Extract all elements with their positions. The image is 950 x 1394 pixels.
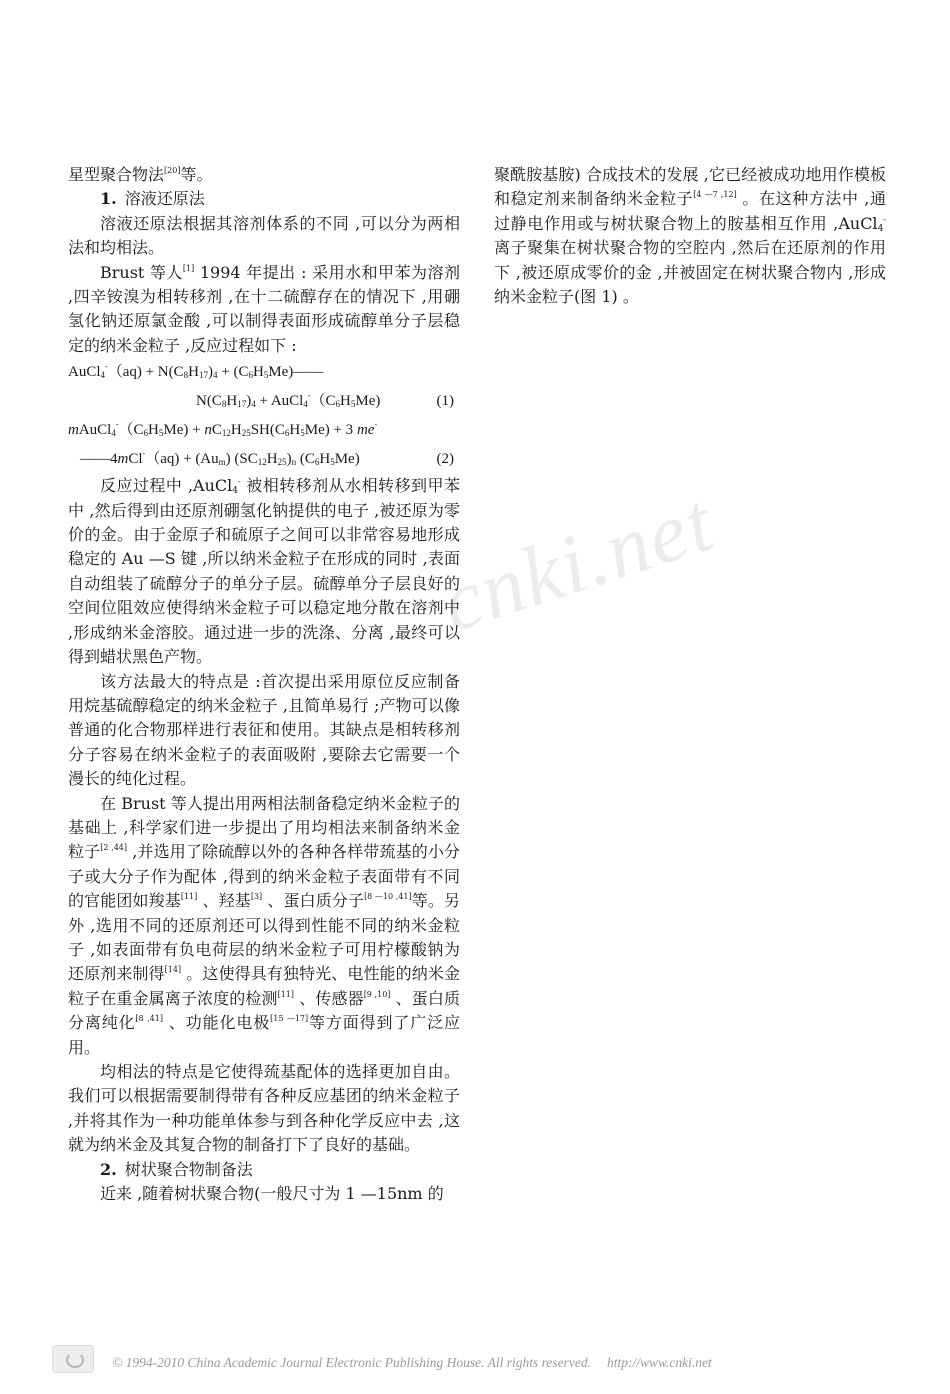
citation: [8 ,41] [135,1014,163,1024]
paragraph: 近来 ,随着树状聚合物(一般尺寸为 1 —15nm 的 [100,1184,444,1204]
equation-number: (1) [436,393,454,410]
right-column [494,163,886,309]
equation-1-line-1: AuCl$_4$-（aq) + $N(C_8H_{17})_4$ + $(C_6H_5Me)——$ [68,362,324,381]
equation-number: (2) [436,451,454,468]
citation: [11] [277,989,294,999]
paragraph-continuation: 聚酰胺基胺) 合成技术的发展 ,它已经被成功地用作模板和稳定剂来制备纳米金粒子[4 —7 ,12] 。在这种方法中 ,通过静电作用或与树状聚合物上的胺基相互作用 ,AuCl$_4$- 离子聚集在树状聚合物的空腔内 ,然后在还原剂的作用下 ,被还原成零价的金 ,并被固定在树状聚合物内 ,形成纳米金粒子(图 1) 。 [494,165,886,307]
copyright-text: © 1994-2010 China Academic Journal Electronic Publishing House. All rights reserved. [112,1355,591,1370]
citation: [1] [182,263,195,273]
paragraph [68,261,460,359]
equation-2-line-1: $mAuCl_4^-(C_6H_5Me) + nC_{12}H_{25}SH(C_6H_5Me) + 3$ me- [68,420,378,439]
citation: [15 —17] [270,1014,309,1024]
footer-link[interactable]: http://www.cnki.net [606,1355,712,1370]
paragraph: 该方法最大的特点是 :首次提出采用原位反应制备用烷基硫醇稳定的纳米金粒子 ,且简单易行 ;产物可以像普通的化合物那样进行表征和使用。其缺点是相转移剂分子容易在纳米金粒子的表面吸附 ,要除去它需要一个漫长的纯化过程。 [68,671,460,789]
heading-text: 树状聚合物制备法 [124,1159,253,1179]
text: 等。 [180,165,213,184]
citation: [20] [164,166,181,175]
paragraph: 均相法的特点是它使得巯基配体的选择更加自由。我们可以根据需要制得带有各种反应基团的纳米金粒子 ,并将其作为一种功能单体参与到各种化学反应中去 ,这就为纳米金及其复合物的制备打下了良好的基础。 [68,1062,460,1155]
text: 反应过程中 ,AuCl [100,476,233,496]
section-heading-1 [68,187,460,211]
text: 1994 年提出 : 采用水和甲苯为溶剂 ,四辛铵溴为相转移剂 ,在十二硫醇存在的情况下 ,用硼氢化钠还原氯金酸 ,可以制得表面形成硫醇单分子层稳定的纳米金粒子 ,反应过程如下 : [68,262,460,355]
paragraph: 溶液还原法根据其溶剂体系的不同 ,可以分为两相法和均相法。 [68,213,460,258]
equation-2-line-2: ——4mCl-（aq) + $(Au_m)$ $(SC_{12}H_{25})_n$ $(C_6H_5Me)$ (2) [68,445,460,474]
citation: [8 —10 ,41] [364,892,412,902]
text: Brust 等人 [100,262,183,282]
watermark: cnki.net [430,475,726,651]
equation-1-line-2: $N(C_8H_{17})_4$ + $AuCl_4^-(C_6H_5Me)$ (1) [68,387,460,416]
heading-number: 2. [100,1159,117,1179]
paragraph-continuation [68,163,460,187]
citation: [11] [180,892,198,902]
citation: [4 —7 ,12] [693,190,737,200]
text: 星型聚合物法 [68,165,165,184]
paragraph: 在 Brust 等人提出用两相法制备稳定纳米金粒子的基础上 ,科学家们进一步提出了用均相法来制备纳米金粒子[2 ,44] ,并选用了除硫醇以外的各种各样带巯基的小分子或大分子作为配体 ,得到的纳米金粒子表面带有不同的官能团如羧基[11] 、羟基[3] 、蛋白质分子[8 —10 ,41]等。另外 ,选用不同的还原剂还可以得到性能不同的纳米金粒子 ,如表面带有负电荷层的纳米金粒子可用柠檬酸钠为还原剂来制得[14] 。这使得具有独特光、电性能的纳米金粒子在重金属离子浓度的检测[11] 、传感器[9 ,10] 、蛋白质分离纯化[8 ,41] 、功能化电极[15 —17]等方面得到了广泛应用。 [68,793,460,1057]
citation: [2 ,44] [100,843,128,853]
heading-number: 1. [100,189,117,209]
citation: [14] [164,965,182,975]
heading-text: 溶液还原法 [124,189,205,209]
paragraph: 反应过程中 ,AuCl$_4$- 被相转移剂从水相转移到甲苯中 ,然后得到由还原剂硼氢化钠提供的电子 ,被还原为零价的金。由于金原子和硫原子之间可以非常容易地形成稳定的 Au —S 键 ,所以纳米金粒子在形成的同时 ,表面自动组装了硫醇分子的单分子层。硫醇单分子层良好的空间位阻效应使得纳米金粒子可以稳定地分散在溶剂中 ,形成纳米金溶胶。通过进一步的洗涤、分离 ,最终可以得到蜡状黑色产物。 [68,476,460,667]
cnki-logo-icon [52,1345,94,1373]
section-heading-2 [68,1158,460,1182]
footer [112,1355,892,1371]
citation: [3] [250,892,263,902]
left-column [68,163,460,1206]
citation: [9 ,10] [363,989,391,999]
text: 被相转移剂从水相转移到甲苯中 ,然后得到由还原剂硼氢化钠提供的电子 ,被还原为零价的金。由于金原子和硫原子之间可以非常容易地形成稳定的 Au —S 键 ,所以纳米金粒子在形成的同时 ,表面自动组装了硫醇分子的单分子层。硫醇单分子层良好的空间位阻效应使得纳米金粒子可以稳定地分散在溶剂中 ,形成纳米金溶胶。通过进一步的洗涤、分离 ,最终可以得到蜡状黑色产物。 [68,476,460,667]
